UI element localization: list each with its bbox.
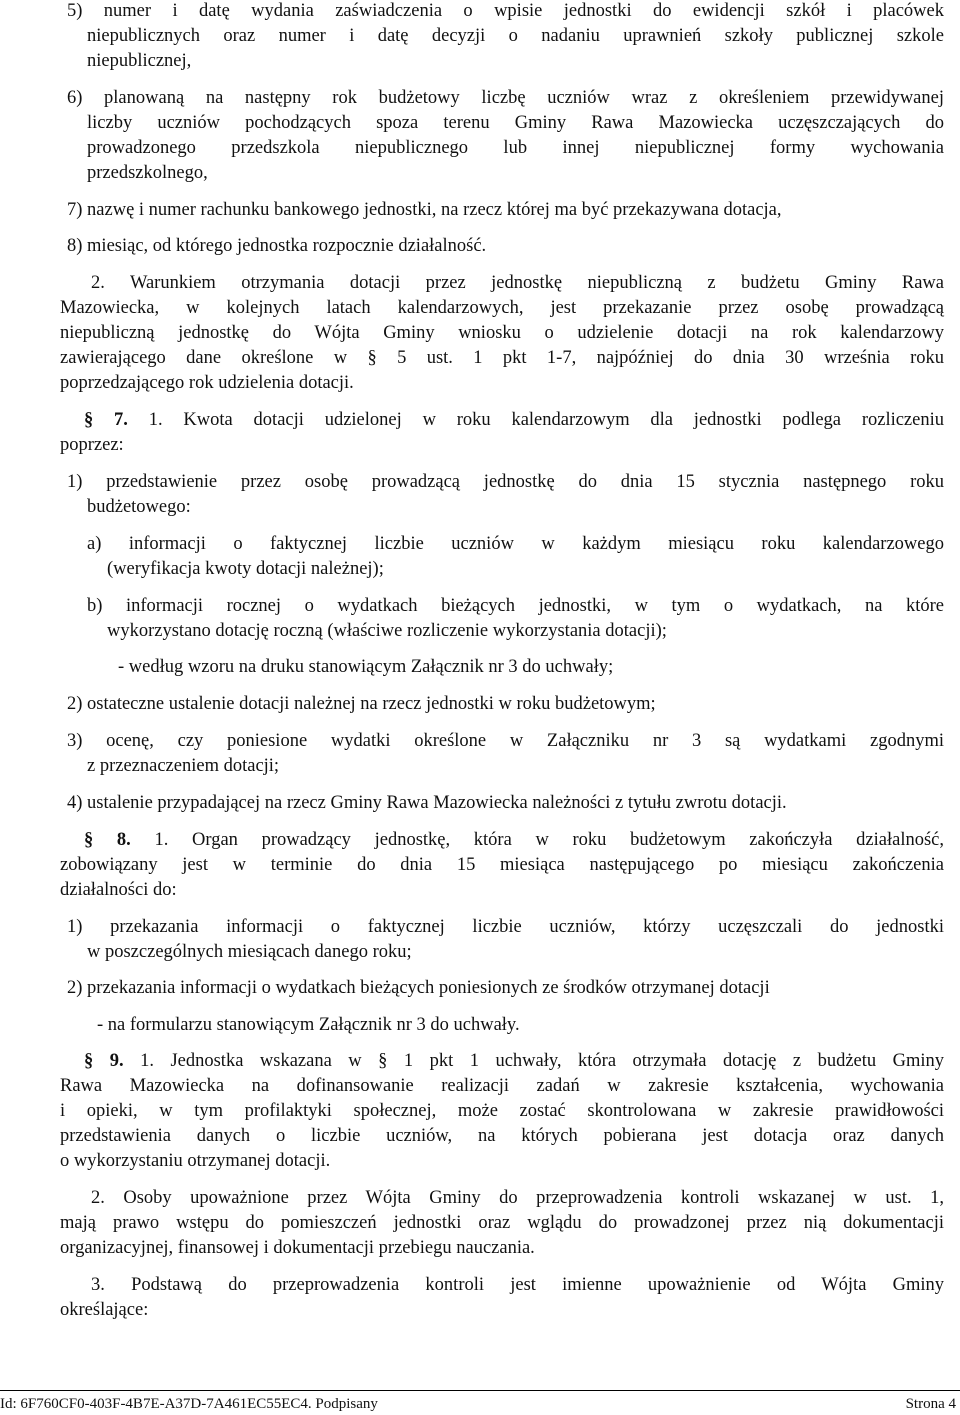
text-line bbox=[60, 1073, 944, 1099]
text-line bbox=[67, 790, 944, 816]
line-text: 2) przekazania informacji o wydatkach bieżących poniesionych ze środków otrzymanej dotacji bbox=[67, 978, 770, 998]
line-text: - na formularzu stanowiącym Załącznik nr 3 do uchwały. bbox=[97, 1015, 520, 1035]
text-line bbox=[107, 556, 944, 582]
text-line bbox=[87, 494, 944, 520]
text-line bbox=[67, 975, 944, 1001]
line-text: 2) ostateczne ustalenie dotacji należnej na rzecz jednostki w roku budżetowym; bbox=[67, 694, 656, 714]
footer-divider bbox=[0, 1390, 960, 1391]
text-line bbox=[67, 914, 944, 940]
line-text: i opieki, w tym profilaktyki społecznej, może zostać skontrolowana w zakresie prawidłowości bbox=[60, 1101, 944, 1121]
text-line bbox=[60, 1148, 944, 1174]
text-line bbox=[87, 753, 944, 779]
text-line bbox=[60, 1123, 944, 1149]
line-text: przedszkolnego, bbox=[87, 163, 208, 183]
text-line bbox=[87, 593, 944, 619]
line-text: 1. Organ prowadzący jednostkę, która w roku budżetowym zakończyła działalność, bbox=[130, 830, 945, 850]
line-text: organizacyjnej, finansowej i dokumentacji przebiegu nauczania. bbox=[60, 1238, 535, 1258]
text-line bbox=[60, 1210, 944, 1236]
line-text: 1. Kwota dotacji udzielonej w roku kalendarzowym dla jednostki podlega rozliczeniu bbox=[127, 410, 944, 430]
line-text: działalności do: bbox=[60, 880, 177, 900]
text-line bbox=[91, 270, 944, 296]
line-text: b) informacji rocznej o wydatkach bieżących jednostki, w tym o wydatkach, na które bbox=[87, 596, 944, 616]
footer-document-id: Id: 6F760CF0-403F-4B7E-A37D-7A461EC55EC4. Podpisany bbox=[0, 1396, 378, 1412]
line-text: - według wzoru na druku stanowiącym Załącznik nr 3 do uchwały; bbox=[118, 657, 614, 677]
text-line bbox=[67, 469, 944, 495]
line-text: 1) przekazania informacji o faktycznej liczbie uczniów, którzy uczęszczali do jednostki bbox=[67, 917, 944, 937]
text-line bbox=[87, 939, 944, 965]
line-text: 1) przedstawienie przez osobę prowadzącą jednostkę do dnia 15 stycznia następnego roku bbox=[67, 472, 944, 492]
line-text: poprzedzającego rok udzielenia dotacji. bbox=[60, 373, 354, 393]
text-line bbox=[60, 295, 944, 321]
line-text: niepublicznych oraz numer i datę decyzji o nadaniu uprawnień szkoły publicznej szkole bbox=[87, 26, 944, 46]
text-line bbox=[107, 618, 944, 644]
text-line bbox=[60, 1098, 944, 1124]
line-text: liczby uczniów pochodzących spoza terenu Gminy Rawa Mazowiecka uczęszczających do bbox=[87, 113, 944, 133]
text-line bbox=[84, 1048, 944, 1074]
text-line bbox=[60, 345, 944, 371]
text-line bbox=[87, 135, 944, 161]
line-text: w poszczególnych miesiącach danego roku; bbox=[87, 942, 412, 962]
line-text: 7) nazwę i numer rachunku bankowego jednostki, na rzecz której ma być przekazywana dotacja, bbox=[67, 200, 782, 220]
line-text: zawierającego dane określone w § 5 ust. 1 pkt 1-7, najpóźniej do dnia 30 września roku bbox=[60, 348, 944, 368]
text-line bbox=[97, 1012, 944, 1038]
line-text: 3. Podstawą do przeprowadzenia kontroli jest imienne upoważnienie od Wójta Gminy bbox=[91, 1275, 944, 1295]
line-text: przedstawienia danych o liczbie uczniów, na których pobierana jest dotacja oraz danych bbox=[60, 1126, 944, 1146]
line-text: o wykorzystaniu otrzymanej dotacji. bbox=[60, 1151, 331, 1171]
text-line bbox=[60, 370, 944, 396]
text-line bbox=[84, 827, 944, 853]
line-text: 4) ustalenie przypadającej na rzecz Gminy Rawa Mazowiecka należności z tytułu zwrotu dotacji. bbox=[67, 793, 787, 813]
line-text: a) informacji o faktycznej liczbie uczniów w każdym miesiącu roku kalendarzowego bbox=[87, 534, 944, 554]
footer-page-number: Strona 4 bbox=[905, 1396, 956, 1412]
text-line bbox=[60, 852, 944, 878]
line-text: niepubliczną jednostkę do Wójta Gminy wniosku o udzielenie dotacji na rok kalendarzowy bbox=[60, 323, 944, 343]
text-line bbox=[91, 1272, 944, 1298]
text-line bbox=[67, 691, 944, 717]
text-line bbox=[67, 233, 944, 259]
line-text: 2. Osoby upoważnione przez Wójta Gminy do przeprowadzenia kontroli wskazanej w ust. 1, bbox=[91, 1188, 944, 1208]
line-text: z przeznaczeniem dotacji; bbox=[87, 756, 280, 776]
line-text: budżetowego: bbox=[87, 497, 191, 517]
text-line bbox=[60, 320, 944, 346]
line-text: wykorzystano dotację roczną (właściwe rozliczenie wykorzystania dotacji); bbox=[107, 621, 667, 641]
line-text: 2. Warunkiem otrzymania dotacji przez jednostkę niepubliczną z budżetu Gminy Rawa bbox=[91, 273, 944, 293]
line-text: Rawa Mazowiecka na dofinansowanie realizacji zadań w zakresie kształcenia, wychowania bbox=[60, 1076, 944, 1096]
text-line bbox=[60, 1297, 944, 1323]
text-line bbox=[87, 23, 944, 49]
line-text: 3) ocenę, czy poniesione wydatki określone w Załączniku nr 3 są wydatkami zgodnymi bbox=[67, 731, 944, 751]
line-text: prowadzonego przedszkola niepublicznego lub innej niepublicznej formy wychowania bbox=[87, 138, 944, 158]
text-line bbox=[87, 110, 944, 136]
line-text: niepublicznej, bbox=[87, 51, 192, 71]
text-line bbox=[67, 197, 944, 223]
section-marker: § 8. bbox=[84, 830, 131, 850]
text-line bbox=[91, 1185, 944, 1211]
line-text: zobowiązany jest w terminie do dnia 15 miesiąca następującego po miesiącu zakończenia bbox=[60, 855, 944, 875]
line-text: (weryfikacja kwoty dotacji należnej); bbox=[107, 559, 384, 579]
line-text: poprzez: bbox=[60, 435, 124, 455]
text-line bbox=[67, 728, 944, 754]
text-line bbox=[60, 877, 944, 903]
text-line bbox=[67, 85, 944, 111]
text-line bbox=[87, 531, 944, 557]
text-line bbox=[87, 160, 944, 186]
line-text: 8) miesiąc, od którego jednostka rozpocznie działalność. bbox=[67, 236, 487, 256]
text-line bbox=[84, 407, 944, 433]
line-text: określające: bbox=[60, 1300, 149, 1320]
line-text: mają prawo wstępu do pomieszczeń jednostki oraz wglądu do prowadzonej przez nią dokumentacji bbox=[60, 1213, 944, 1233]
line-text: Mazowiecka, w kolejnych latach kalendarzowych, jest przekazanie przez osobę prowadzącą bbox=[60, 298, 944, 318]
line-text: 6) planowaną na następny rok budżetowy liczbę uczniów wraz z określeniem przewidywanej bbox=[67, 88, 944, 108]
text-line bbox=[60, 1235, 944, 1261]
text-line bbox=[60, 432, 944, 458]
line-text: 5) numer i datę wydania zaświadczenia o wpisie jednostki do ewidencji szkół i placówek bbox=[67, 1, 944, 21]
text-line bbox=[118, 654, 944, 680]
text-line bbox=[67, 0, 944, 24]
section-marker: § 7. bbox=[84, 410, 128, 430]
section-marker: § 9. bbox=[84, 1051, 124, 1071]
line-text: 1. Jednostka wskazana w § 1 pkt 1 uchwały, która otrzymała dotację z budżetu Gminy bbox=[123, 1051, 944, 1071]
text-line bbox=[87, 48, 944, 74]
